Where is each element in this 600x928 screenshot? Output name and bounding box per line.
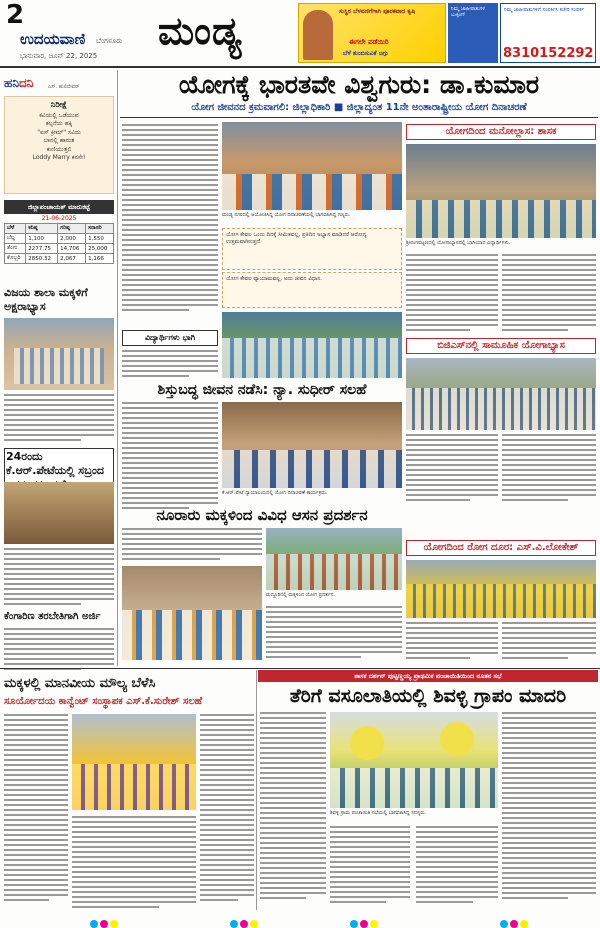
story1-headline[interactable]: ವಿಜಯ ಶಾಲಾ ಮಕ್ಕಳಿಗೆ ಅಕ್ಷರಾಭ್ಯಾಸ [4,286,88,313]
table-header-row [5,224,114,234]
photo-caption-2: ಶ್ರೀರಂಗಪಟ್ಟಣದಲ್ಲಿ ಯೋಗಾಭ್ಯಾಸದಲ್ಲಿ ಭಾಗಿಯಾದ ವಿದ್ಯಾರ್ಥಿಗಳು. [406,240,511,246]
story1-body [4,394,114,444]
table-cell: 2850.32 [26,254,58,264]
shivalli-panchayat-photo [330,712,498,808]
registration-marks [90,913,130,921]
table-header: ಬೆಳೆ [5,224,26,234]
table-header: ಸರಾಸರಿ [86,224,114,234]
box-headline-1[interactable]: ಯೋಗದಿಂದ ಮನೋಲ್ಲಾಸ: ಶಾಸಕ [406,124,596,140]
table-cell: 14,706 [58,244,86,254]
table-header: ಗರಿಷ್ಠ [58,224,86,234]
poem-line: ಕಲ್ಪನೆಯ ಹಕ್ಕಿ [45,120,73,128]
main-headline[interactable]: ಯೋಗಕ್ಕೆ ಭಾರತವೇ ವಿಶ್ವಗುರು: ಡಾ.ಕುಮಾರ [178,70,540,99]
section3-body [122,528,262,563]
court-yoga-photo [222,402,402,488]
market-date: 21-06-2025 [41,215,77,222]
mla-yoga-photo [406,144,596,238]
bottom-left-subheadline: ಸೂರ್ಯೋದಯ ಕಾನ್ವೆಂಟ್ ಸಂಸ್ಥಾಪಕ ಎಸ್.ಕೆ.ಸುರೇಶ್ ಸಲಹೆ [4,696,203,707]
edition-date: ಭಾನುವಾರ, ಜೂನ್ 22, 2025 [20,52,98,60]
edition-city: ಬೆಂಗಳೂರು [96,37,123,45]
page-number: 2 [6,0,25,30]
table-cell: 1,550 [86,234,114,244]
masthead [0,0,600,68]
logo-author: ಎಸ್. ಹುಲಿದೇವರ್ [48,84,80,90]
table-cell: 2,000 [58,234,86,244]
students-yoga-photo [222,312,402,378]
box-headline-4[interactable]: ಯೋಗದಿಂದ ರೋಗ ದೂರ: ಎಸ್.ವಿ.ಲೋಕೇಶ್ [406,540,596,556]
table-cell: 2277.75 [26,244,58,254]
phone-number: 8310152292 [503,46,594,61]
market-table [4,223,114,264]
quote-box-1: ಯೋಗ ಕೇವಲ ಒಂದು ದಿನಕ್ಕೆ ಸೀಮಿತವಲ್ಲ, ಪ್ರತಿದಿನ ಅಭ್ಯಾಸ ಮಾಡಿದರೆ ಆರೋಗ್ಯ ಉತ್ತಮವಾಗಿರುತ್ತದೆ. [222,228,402,270]
column-rule [256,670,257,910]
bottom-left-headline[interactable]: ಮಕ್ಕಳಲ್ಲಿ ಮಾನವೀಯ ಮೌಲ್ಯ ಬೆಳೆಸಿ [4,676,156,691]
section3-body-2 [266,606,402,661]
box-headline-2[interactable]: ವಿದ್ಯಾರ್ಥಿಗಳು ಭಾಗಿ [122,330,218,346]
box3-body-col1 [406,434,498,504]
top-advertisement[interactable] [298,3,446,63]
table-cell: 1,166 [86,254,114,264]
bottom-right-headline[interactable]: ತೆರಿಗೆ ವಸೂಲಾತಿಯಲ್ಲಿ ಶಿವಳ್ಳಿ ಗ್ರಾಪಂ ಮಾದರಿ [289,685,567,707]
bottom-red-banner: ಶಾಸಕ ದರ್ಶನ್ ಪುಟ್ಟಣ್ಣಯ್ಯ ಪ್ರಾಥಮಿಕ ಪಂಚಾಯಿತಿಯಿಂದ ನೂತನ ಸಭೆ [258,670,598,682]
story2-body [4,548,114,608]
poem-line: ಕವಿಯಲ್ಲಿ ಒಡೆಯುವ [39,112,79,119]
box4-body-col2 [502,622,596,662]
section-title: ಮಂಡ್ಯ [158,8,243,53]
bottom-left-body-col2 [72,816,196,911]
bottom-left-body-col1 [4,714,68,904]
ad-line-1: ಸುಸ್ಥಿರ ಬೆಳವಣಿಗೆಗಾಗಿ ಪೂರಕವಾದ ಕೃಷಿ [339,8,416,15]
story3-body [4,628,114,673]
table-row [5,244,114,254]
box-headline-3[interactable]: ಬಿಜಿಎಸ್‌ನಲ್ಲಿ ಸಾಮೂಹಿಕ ಯೋಗಾಭ್ಯಾಸ [406,338,596,354]
poem-line: "ಐಸ್ ಕ್ರೀಮ್" ಸವಿದು [37,128,81,136]
phone-advertisement[interactable] [500,3,596,63]
box1-body-col2 [502,254,596,334]
children-asana-photo [122,566,262,660]
lokesh-yoga-photo [406,560,596,618]
registration-marks [230,913,270,921]
bottom-right-body-col1 [260,712,326,902]
ad-line-3: ಬೆಳೆ ತುಂಬಿಸುವಿಕೆ ಜಗ್ಗು [343,50,389,57]
main-story-body-col1 [122,124,218,314]
table-row [5,254,114,264]
table-cell: ಬೆಲ್ಲ [5,234,26,244]
table-cell: 2,067 [58,254,86,264]
section2-headline[interactable]: ಶಿಸ್ತುಬದ್ಧ ಜೀವನ ನಡೆಸಿ: ನ್ಯಾ. ಸುಧೀರ್ ಸಲಹೆ [157,382,367,398]
poem-line: ಕುಣಿಯುತ್ತಲಿ [46,145,72,153]
bottom-right-body-col3 [416,826,498,906]
photo-caption-5: ಶಿವಳ್ಳಿ ಗ್ರಾಮ ಪಂಚಾಯಿತಿ ಸಭೆಯಲ್ಲಿ ಭಾಗವಹಿಸಿದ್ದ ಸದಸ್ಯರು. [330,810,427,816]
photo-caption-4: ಮದ್ದೂರಿನಲ್ಲಿ ಮಕ್ಕಳಿಂದ ಯೋಗ ಪ್ರದರ್ಶನ. [266,592,335,598]
poem-line: ಬಾನಲ್ಲಿ ಹಾರುತ [43,137,75,145]
market-title: ಜಿಲ್ಲಾಪಂಚಾಯತ್‌ ಮಾರುಕಟ್ಟೆ [4,200,114,214]
logo-part-b: ದನಿ [19,76,34,90]
table-cell: 1,100 [26,234,58,244]
paper-name: ಉದಯವಾಣಿ [20,30,86,48]
meeting-photo [4,482,114,544]
ad-line-2: ಈಗಲೇ ಪಡೆಯಿರಿ [349,38,389,46]
box1-body-col1 [406,254,498,334]
section3-headline[interactable]: ನೂರಾರು ಮಕ್ಕಳಿಂದ ವಿವಿಧ ಆಸನ ಪ್ರದರ್ಶನ [156,506,368,524]
ad-person-image [303,10,333,60]
poem-title: ನಿರೀಕ್ಷೆ [50,100,68,109]
box2-body [122,350,218,380]
poem-line: Loddy Marry ಕನಸೇ! [32,154,86,162]
phone-ad-text: ನಿಮ್ಮ ಜಾಹೀರಾತುಗಳಿಗೆ ಸಂಪರ್ಕಿಸಿ ಕಚೇರಿ ಸಂಪರ್ಕ [504,7,585,13]
registration-marks [350,913,390,921]
bottom-right-body-col2 [330,826,410,906]
main-subheadline: ಯೋಗ ಜೀವನದ ಕ್ರಮವಾಗಲಿ: ಜಿಲ್ಲಾಧಿಕಾರಿ ■ ಜಿಲ್ಲಾದ್ಯಂತ 11ನೇ ಅಂತಾರಾಷ್ಟ್ರೀಯ ಯೋಗ ದಿನಾಚರಣೆ [120,102,598,118]
poem-box [4,96,114,194]
registration-marks [500,913,540,921]
convent-event-photo [72,714,196,810]
photo-caption-1: ಮಂಡ್ಯ ನಗರದಲ್ಲಿ ಆಯೋಜಿಸಿದ್ದ ಯೋಗ ದಿನಾಚರಣೆಯಲ್ಲಿ ಭಾಗವಹಿಸಿದ್ದ ಗಣ್ಯರು. [222,212,351,218]
children-demo-photo [266,528,402,590]
bgs-yoga-photo [406,358,596,430]
table-header: ಕನಿಷ್ಠ [26,224,58,234]
story2-headline[interactable]: 24ರಂದು ಕೆ.ಆರ್.ಪೇಟೆಯಲ್ಲಿ ಸಬ್ರಂದ [4,448,114,494]
section-divider [0,668,600,669]
box3-body-col2 [502,434,596,504]
left-column [0,70,118,666]
quote-box-2: ಯೋಗ ಕೇವಲ ವ್ಯಾಯಾಮವಲ್ಲ, ಅದು ಜೀವನ ವಿಧಾನ. [222,272,402,308]
table-cell: ಕೊಬ್ಬರಿ [5,254,26,264]
logo-part-a: ಹನಿ [4,76,19,90]
school-children-photo [4,318,114,390]
bottom-right-body-col4 [502,712,596,902]
section2-body [122,402,218,512]
bottom-left-body-col3 [200,714,254,904]
booking-advertisement[interactable]: ನಿಮ್ಮ ಜಾಹೀರಾತುಗಳ ಬುಕ್ಕಿಂಗ್ [448,3,498,63]
table-row [5,234,114,244]
yoga-dignitaries-photo [222,122,402,210]
table-cell: 25,000 [86,244,114,254]
table-cell: ತೆಂಗು [5,244,26,254]
box4-body-col1 [406,622,498,662]
story3-headline[interactable]: ಕೆಂಗಾರಿಣ ತರಬೇತಿಗಾಗಿ ಅರ್ಜಿ [4,611,101,622]
photo-caption-3: ಕೆ.ಆರ್.ಪೇಟೆ ನ್ಯಾಯಾಲಯದಲ್ಲಿ ಯೋಗ ದಿನಾಚರಣೆ ಕಾರ್ಯಕ್ರಮ. [222,490,328,496]
